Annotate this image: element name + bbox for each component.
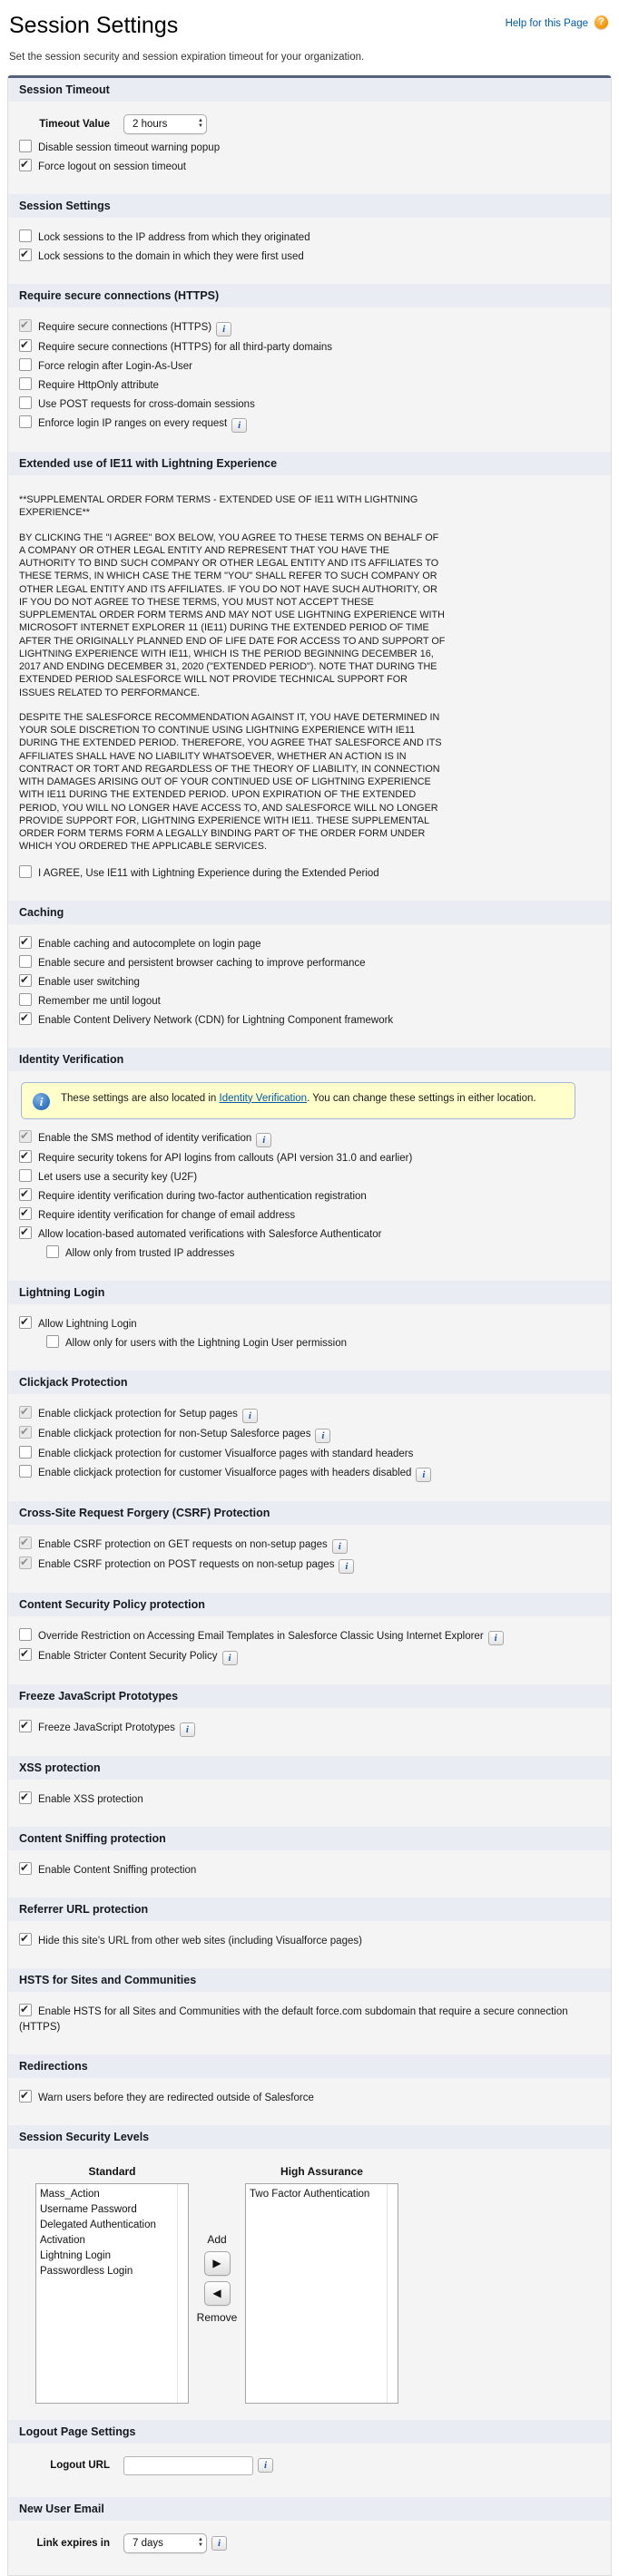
section-header-xss-protection: XSS protection <box>8 1756 611 1780</box>
info-icon[interactable]: i <box>216 322 231 337</box>
security-key-u2f-checkbox[interactable] <box>19 1169 32 1182</box>
section-header-identity-verification: Identity Verification <box>8 1048 611 1071</box>
page-title: Session Settings <box>9 13 179 38</box>
enable-persistent-caching-checkbox[interactable] <box>19 955 32 968</box>
section-content-logout-page-settings <box>8 2444 611 2497</box>
checkbox-label: Enforce login IP ranges on every request <box>38 418 228 429</box>
checkbox-row <box>19 396 600 413</box>
section-header-caching: Caching <box>8 901 611 924</box>
clickjack-vf-standard-checkbox[interactable] <box>19 1446 32 1459</box>
checkbox-label: Enable HSTS for all Sites and Communities with the default force.com subdomain that require a secure connection (HTTPS) <box>19 2005 568 2033</box>
checkbox-row <box>19 1648 600 1665</box>
standard-label: Standard <box>88 2164 136 2178</box>
list-item[interactable]: Username Password <box>40 2203 137 2215</box>
checkbox-label: Require secure connections (HTTPS) for all third-party domains <box>38 342 333 353</box>
help-for-this-page-link[interactable]: Help for this Page <box>505 18 588 29</box>
checkbox-row <box>19 2004 600 2035</box>
require-verification-email-change-checkbox[interactable] <box>19 1207 32 1220</box>
checkbox-label: Remember me until logout <box>38 995 161 1007</box>
info-icon[interactable]: i <box>416 1468 431 1482</box>
section-header-logout-page-settings: Logout Page Settings <box>8 2420 611 2444</box>
page-subtitle: Set the session security and session expiration timeout for your organization. <box>9 52 365 63</box>
checkbox-row <box>19 249 600 265</box>
high-assurance-label: High Assurance <box>280 2164 363 2178</box>
checkbox-label: Use POST requests for cross-domain sessions <box>38 399 255 410</box>
checkbox-label: Enable secure and persistent browser caching to improve performance <box>38 957 366 969</box>
checkbox-row <box>19 1188 600 1205</box>
checkbox-row <box>19 1130 600 1147</box>
remove-button[interactable]: ◀ <box>204 2281 231 2306</box>
checkbox-row <box>19 1406 600 1423</box>
info-icon[interactable]: i <box>222 1651 238 1665</box>
checkbox-row <box>19 229 600 246</box>
checkbox-row <box>19 339 600 356</box>
section-header-freeze-javascript-prototypes: Freeze JavaScript Prototypes <box>8 1684 611 1708</box>
enable-xss-protection-checkbox[interactable] <box>19 1791 32 1804</box>
checkbox-label: Let users use a security key (U2F) <box>38 1171 198 1183</box>
checkbox-row <box>19 955 600 971</box>
checkbox-label: Enable Stricter Content Security Policy <box>38 1650 218 1662</box>
checkbox-label: Force relogin after Login-As-User <box>38 361 193 372</box>
checkbox-row <box>19 1446 600 1462</box>
field-label: Logout URL <box>50 2460 110 2471</box>
checkbox-label: Enable clickjack protection for Setup pages <box>38 1408 238 1420</box>
section-header-session-timeout: Session Timeout <box>8 78 611 102</box>
high-assurance-listbox[interactable] <box>245 2183 398 2404</box>
timeout-value-select[interactable] <box>123 114 207 134</box>
remember-me-checkbox[interactable] <box>19 993 32 1006</box>
enable-user-switching-checkbox[interactable] <box>19 974 32 987</box>
section-content-freeze-javascript-prototypes <box>8 1708 611 1756</box>
checkbox-label: Hide this site's URL from other web sites (including Visualforce pages) <box>38 1935 362 1947</box>
section-header-referrer-url-protection: Referrer URL protection <box>8 1898 611 1921</box>
checkbox-row <box>19 993 600 1010</box>
select-value: 2 hours <box>133 119 168 130</box>
section-content-xss-protection <box>8 1780 611 1827</box>
ie11-agree-checkbox[interactable] <box>19 865 32 878</box>
info-icon[interactable]: i <box>488 1631 504 1645</box>
section-content-cross-site-request-forgery-csrf-protection <box>8 1525 611 1593</box>
link-expires-select[interactable] <box>123 2533 207 2553</box>
info-icon[interactable]: i <box>332 1539 348 1554</box>
checkbox-row <box>19 1862 600 1878</box>
checkbox-row <box>19 1465 600 1482</box>
section-content-caching <box>8 924 611 1048</box>
section-content-redirections <box>8 2078 611 2125</box>
identity-verification-link[interactable]: Identity Verification <box>219 1092 308 1104</box>
select-arrows-icon: ▲ ▼ <box>198 118 203 129</box>
section-header-new-user-email: New User Email <box>8 2497 611 2521</box>
clickjack-non-setup-checkbox[interactable] <box>19 1426 32 1439</box>
section-header-session-settings: Session Settings <box>8 194 611 218</box>
checkbox-row <box>19 974 600 990</box>
section-header-clickjack-protection: Clickjack Protection <box>8 1371 611 1394</box>
checkbox-label: Enable clickjack protection for non-Setup Salesforce pages <box>38 1428 311 1439</box>
lock-sessions-domain-checkbox[interactable] <box>19 249 32 261</box>
legal-paragraph: DESPITE THE SALESFORCE RECOMMENDATION AGAINST IT, YOU HAVE DETERMINED IN YOUR SOLE DISCRETION TO CONTINUE USING LIGHTNING EXPERIENCE WITH IE11 DURING THE EXTENDED PERIOD. THEREFORE, YOU AGREE THAT SALESFORCE AND ITS AFFILIATES SHALL HAVE NO LIABILITY WHATSOEVER, WHETHER AN ACTION IS IN CONTRACT OR TORT AND REGARDLESS OF THE THEORY OF LIABILITY, IN CONNECTION WITH DAMAGES ARISING OUT OF YOUR CONTINUED USE OF LIGHTNING EXPERIENCE WITH IE11 DURING THE EXTENDED PERIOD. UPON EXPIRATION OF THE EXTENDED PERIOD, YOU WILL NO LONGER HAVE ACCESS TO, AND SALESFORCE WILL NO LONGER PROVIDE SUPPORT FOR, LIGHTNING EXPERIENCE WITH IE11. THESE SUPPLEMENTAL ORDER FORM TERMS FORM A LEGALLY BINDING PART OF THE ORDER FORM UNDER WHICH YOU ORDERED THE APPLICABLE SERVICES. <box>19 711 442 853</box>
checkbox-row <box>19 159 600 175</box>
checkbox-label: I AGREE, Use IE11 with Lightning Experience during the Extended Period <box>38 867 379 879</box>
checkbox-label: Allow only for users with the Lightning Login User permission <box>65 1337 348 1349</box>
section-header-cross-site-request-forgery-csrf-protection: Cross-Site Request Forgery (CSRF) Protection <box>8 1501 611 1525</box>
disable-timeout-warning-checkbox[interactable] <box>19 140 32 152</box>
list-item[interactable]: Activation <box>40 2234 85 2246</box>
checkbox-row <box>19 1150 600 1166</box>
standard-listbox[interactable] <box>35 2183 189 2404</box>
checkbox-row <box>19 1426 600 1443</box>
checkbox-row <box>19 1226 600 1243</box>
checkbox-row <box>19 1556 600 1574</box>
checkbox-label: Allow location-based automated verifications with Salesforce Authenticator <box>38 1228 382 1240</box>
checkbox-label: Require HttpOnly attribute <box>38 380 159 391</box>
select-arrows-icon: ▲ ▼ <box>198 2536 203 2548</box>
section-header-content-security-policy-protection: Content Security Policy protection <box>8 1593 611 1616</box>
force-logout-checkbox[interactable] <box>19 159 32 171</box>
force-relogin-checkbox[interactable] <box>19 358 32 371</box>
checkbox-row <box>19 1720 600 1737</box>
section-content-require-secure-connections-https <box>8 307 611 452</box>
checkbox-label: Enable CSRF protection on GET requests on non-setup pages <box>38 1538 328 1550</box>
require-security-tokens-checkbox[interactable] <box>19 1150 32 1163</box>
checkbox-row <box>19 1791 600 1808</box>
checkbox-row <box>46 1335 600 1351</box>
info-icon[interactable]: i <box>180 1722 195 1737</box>
high-assurance-column <box>245 2165 398 2404</box>
logout-url-input[interactable] <box>123 2456 253 2475</box>
checkbox-label: Enable XSS protection <box>38 1793 143 1805</box>
enable-login-caching-checkbox[interactable] <box>19 936 32 949</box>
identity-verification-notice <box>21 1082 575 1119</box>
checkbox-row <box>19 1537 600 1554</box>
clickjack-vf-disabled-checkbox[interactable] <box>19 1465 32 1478</box>
checkbox-label: Lock sessions to the domain in which they were first used <box>38 251 304 262</box>
info-icon[interactable]: i <box>211 2536 227 2551</box>
csrf-get-checkbox[interactable] <box>19 1537 32 1549</box>
checkbox-label: Enable the SMS method of identity verification <box>38 1132 252 1144</box>
checkbox-label: Require security tokens for API logins from callouts (API version 31.0 and earlier) <box>38 1152 413 1164</box>
checkbox-row <box>19 415 600 433</box>
list-item[interactable]: Mass_Action <box>40 2188 100 2200</box>
checkbox-label: Enable CSRF protection on POST requests on non-setup pages <box>38 1558 335 1570</box>
session-settings-form <box>7 75 612 2576</box>
allow-trusted-ip-only-checkbox[interactable] <box>46 1245 59 1258</box>
checkbox-label: Require identity verification for change of email address <box>38 1209 296 1221</box>
list-item[interactable]: Two Factor Authentication <box>250 2188 370 2200</box>
field-label: Timeout Value <box>39 119 110 130</box>
info-icon[interactable]: i <box>242 1409 258 1423</box>
checkbox-label: Require identity verification during two-factor authentication registration <box>38 1190 367 1202</box>
checkbox-row <box>19 2090 600 2106</box>
section-content-lightning-login <box>8 1304 611 1371</box>
enable-cdn-checkbox[interactable] <box>19 1012 32 1025</box>
override-email-templates-checkbox[interactable] <box>19 1628 32 1641</box>
info-circle-icon: i <box>33 1093 50 1110</box>
help-question-icon[interactable]: ? <box>594 15 608 29</box>
enforce-login-ip-ranges-checkbox[interactable] <box>19 415 32 428</box>
list-item[interactable]: Passwordless Login <box>40 2265 133 2277</box>
clickjack-setup-checkbox[interactable] <box>19 1406 32 1419</box>
require-httponly-checkbox[interactable] <box>19 377 32 390</box>
field-row <box>19 114 600 134</box>
section-header-content-sniffing-protection: Content Sniffing protection <box>8 1827 611 1850</box>
checkbox-row <box>19 936 600 952</box>
checkbox-row <box>19 1169 600 1186</box>
checkbox-row <box>19 140 600 156</box>
section-content-session-timeout <box>8 102 611 194</box>
checkbox-row <box>19 377 600 394</box>
section-content-session-settings <box>8 218 611 284</box>
checkbox-label: Allow Lightning Login <box>38 1318 137 1330</box>
checkbox-label: Freeze JavaScript Prototypes <box>38 1722 175 1733</box>
field-label: Link expires in <box>36 2537 110 2549</box>
section-header-hsts-for-sites-and-communities: HSTS for Sites and Communities <box>8 1968 611 1992</box>
remove-label: Remove <box>196 2310 238 2324</box>
checkbox-row <box>19 865 600 882</box>
allow-location-verifications-checkbox[interactable] <box>19 1226 32 1239</box>
post-cross-domain-checkbox[interactable] <box>19 396 32 409</box>
section-header-extended-use-of-ie11-with-lightning-experience: Extended use of IE11 with Lightning Experience <box>8 452 611 475</box>
checkbox-label: Warn users before they are redirected outside of Salesforce <box>38 2092 314 2103</box>
csrf-post-checkbox[interactable] <box>19 1556 32 1569</box>
checkbox-label: Require secure connections (HTTPS) <box>38 322 212 333</box>
checkbox-label: Disable session timeout warning popup <box>38 142 221 153</box>
standard-column <box>35 2165 189 2404</box>
field-row <box>19 2456 600 2475</box>
checkbox-row <box>19 358 600 375</box>
require-verification-2fa-checkbox[interactable] <box>19 1188 32 1201</box>
hide-site-url-checkbox[interactable] <box>19 1933 32 1946</box>
checkbox-label: Enable clickjack protection for customer Visualforce pages with headers disabled <box>38 1467 412 1478</box>
section-content-content-sniffing-protection <box>8 1850 611 1898</box>
notice-text: These settings are also located in Identity Verification. You can change these settings in either location. <box>61 1092 536 1104</box>
info-icon[interactable]: i <box>315 1429 330 1443</box>
allow-lightning-login-checkbox[interactable] <box>19 1316 32 1329</box>
section-header-redirections: Redirections <box>8 2054 611 2078</box>
checkbox-label: Enable user switching <box>38 976 140 988</box>
section-content-referrer-url-protection <box>8 1921 611 1968</box>
page-header <box>0 0 619 75</box>
checkbox-label: Enable Content Delivery Network (CDN) for Lightning Component framework <box>38 1014 394 1026</box>
section-content-identity-verification <box>8 1071 611 1281</box>
checkbox-label: Lock sessions to the IP address from which they originated <box>38 232 310 243</box>
legal-paragraph: **SUPPLEMENTAL ORDER FORM TERMS - EXTENDED USE OF IE11 WITH LIGHTNING EXPERIENCE** <box>19 494 418 519</box>
checkbox-row <box>46 1245 600 1262</box>
checkbox-label: Force logout on session timeout <box>38 161 187 172</box>
session-security-levels-duallist <box>35 2165 600 2404</box>
checkbox-label: Enable caching and autocomplete on login page <box>38 938 261 950</box>
stricter-csp-checkbox[interactable] <box>19 1648 32 1661</box>
section-content-clickjack-protection <box>8 1394 611 1501</box>
section-content-content-security-policy-protection <box>8 1616 611 1684</box>
enable-hsts-checkbox[interactable] <box>19 2004 32 2016</box>
checkbox-row <box>19 319 600 337</box>
section-content-session-security-levels <box>8 2149 611 2420</box>
checkbox-row <box>19 1316 600 1332</box>
section-content-extended-use-of-ie11-with-lightning-experience <box>8 475 611 901</box>
section-header-require-secure-connections-https: Require secure connections (HTTPS) <box>8 284 611 307</box>
duallist-controls <box>189 2165 245 2404</box>
checkbox-row <box>19 1933 600 1949</box>
checkbox-label: Override Restriction on Accessing Email Templates in Salesforce Classic Using Internet Explorer <box>38 1630 484 1642</box>
freeze-js-prototypes-checkbox[interactable] <box>19 1720 32 1732</box>
legal-paragraph: BY CLICKING THE "I AGREE" BOX BELOW, YOU AGREE TO THESE TERMS ON BEHALF OF A COMPANY OR OTHER LEGAL ENTITY AND REPRESENT THAT YOU HAVE THE AUTHORITY TO BIND SUCH COMPANY OR OTHER LEGAL ENTITY AND ITS AFFILIATES TO THESE TERMS, IN WHICH CASE THE TERM "YOU" SHALL REFER TO SUCH COMPANY OR OTHER LEGAL ENTITY AND ITS AFFILIATES. IF YOU DO NOT HAVE SUCH AUTHORITY, OR IF YOU DO NOT AGREE TO THESE TERMS, YOU MUST NOT ACCEPT THESE SUPPLEMENTAL ORDER FORM TERMS AND MAY NOT USE LIGHTNING EXPERIENCE WITH MICROSOFT INTERNET EXPLORER 11 (IE11) DURING THE EXTENDED PERIOD OF TIME AFTER THE ORIGINALLY PLANNED END OF LIFE DATE FOR ACCESS TO AND SUPPORT OF LIGHTNING EXPERIENCE WITH IE11, WHICH IS THE PERIOD BEGINNING DECEMBER 16, 2017 AND ENDING DECEMBER 31, 2020 ("EXTENDED PERIOD"). NOTE THAT DURING THE EXTENDED PERIOD SALESFORCE WILL NOT PROVIDE TECHNICAL SUPPORT FOR ISSUES RELATED TO PERFORMANCE. <box>19 532 446 698</box>
require-https-third-party-checkbox[interactable] <box>19 339 32 352</box>
lightning-login-permission-checkbox[interactable] <box>46 1335 59 1348</box>
add-label: Add <box>207 2232 227 2246</box>
require-https-checkbox[interactable] <box>19 319 32 332</box>
info-icon[interactable]: i <box>231 418 247 433</box>
info-icon[interactable]: i <box>258 2458 273 2473</box>
lock-sessions-ip-checkbox[interactable] <box>19 229 32 242</box>
list-item[interactable]: Delegated Authentication <box>40 2219 156 2230</box>
checkbox-row <box>19 1012 600 1029</box>
checkbox-row <box>19 1628 600 1645</box>
info-icon[interactable]: i <box>339 1559 354 1574</box>
section-header-session-security-levels: Session Security Levels <box>8 2125 611 2149</box>
checkbox-row <box>19 1207 600 1224</box>
add-button[interactable]: ▶ <box>204 2251 231 2276</box>
info-icon[interactable]: i <box>256 1133 271 1147</box>
section-content-hsts-for-sites-and-communities <box>8 1992 611 2054</box>
enable-content-sniffing-checkbox[interactable] <box>19 1862 32 1875</box>
checkbox-label: Enable clickjack protection for customer Visualforce pages with standard headers <box>38 1448 414 1459</box>
section-header-lightning-login: Lightning Login <box>8 1281 611 1304</box>
section-content-new-user-email <box>8 2521 611 2575</box>
checkbox-label: Enable Content Sniffing protection <box>38 1864 197 1876</box>
warn-redirect-checkbox[interactable] <box>19 2090 32 2103</box>
field-row <box>19 2533 600 2553</box>
list-item[interactable]: Lightning Login <box>40 2249 112 2261</box>
select-value: 7 days <box>133 2537 163 2549</box>
enable-sms-verification-checkbox[interactable] <box>19 1130 32 1143</box>
checkbox-label: Allow only from trusted IP addresses <box>65 1247 235 1259</box>
